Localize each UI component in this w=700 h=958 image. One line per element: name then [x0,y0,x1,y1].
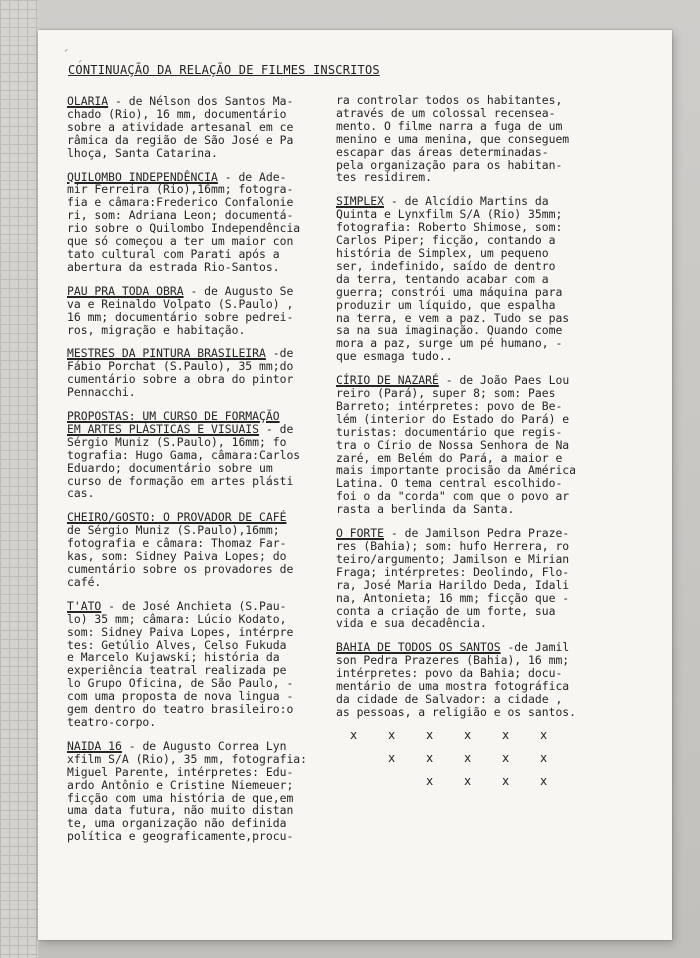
x-mark: x [464,774,472,788]
film-description: - de Jamilson Pedra Praze- res (Bahia); som: hufo Herrera, ro teiro/argumento; Jamilson e Mirian Fraga; intérpretes: Deolindo, Flo- ra, José Maria Harildo Deda, Idali na, Antonieta; 16 mm; ficção que - conta a criação de um forte, sua vida e sua decadência. [336,526,570,631]
x-mark: x [464,751,472,765]
film-entry [336,195,626,363]
x-mark [388,774,426,797]
film-entry [336,374,626,516]
film-description: -de Jamil son Pedra Prazeres (Bahia), 16 mm; intérpretes: povo da Bahia; docu- mentário de uma mostra fotográfica da cidade de Salvador: a cidade , as pessoas, a religião e os santos. [336,640,577,719]
x-mark: x [388,751,396,765]
film-description: ra controlar todos os habitantes, através de um colossal recensea- mento. O filme narra a fuga de um menino e uma menina, que conseguem escapar das áreas determinadas- pela organização para os habitan- tes residirem. [336,93,570,185]
left-column [67,95,355,854]
film-entry [67,511,355,588]
corner-mark: ´ ˏ [62,48,84,62]
x-mark: x [426,728,434,742]
film-description: - de João Paes Lou reiro (Pará), super 8; som: Paes Barreto; intérpretes: povo de Be- lém (interior do Estado do Pará) e turistas: documentário que regis- tra o Círio de Nossa Senhora de Na zaré, em Belém do Pará, a maior e mais importante procisão da América Latina. O tema central escolhido- foi o da "corda" com que o povo ar rasta a berlinda da Santa. [336,373,577,517]
x-mark: x [426,774,434,788]
x-mark: x [350,728,358,742]
x-mark-block [350,728,590,797]
film-title: PROPOSTAS: UM CURSO DE FORMAÇÃO EM ARTES PLÁSTICAS E VISUAIS [67,409,280,436]
film-title: QUILOMBO INDEPENDÊNCIA [67,169,218,184]
film-title: SIMPLEX [336,194,385,209]
film-title: O FORTE [336,526,385,541]
right-column [336,94,626,730]
film-description: de Sérgio Muniz (S.Paulo),16mm; fotografia e câmara: Thomaz Far- kas, som: Sidney Paiva Lopes; do cumentário sobre os provadores de café. [67,523,294,589]
film-entry [67,171,355,274]
film-entry [67,95,355,160]
film-description: - de Sérgio Muniz (S.Paulo), 16mm; fo tografia: Hugo Gama, câmara:Carlos Eduardo; documentário sobre um curso de formação em artes plásti cas. [67,421,301,501]
x-mark: x [502,751,510,765]
film-description: -de Fábio Porchat (S.Paulo), 35 mm;do cumentário sobre a obra do pintor Pennacchi. [67,346,294,400]
film-title: T'ATO [67,598,102,613]
film-entry [336,527,626,630]
film-entry [67,740,355,843]
x-mark [350,751,388,774]
x-mark: x [540,751,548,765]
x-mark: x [426,751,434,765]
film-title: BAHIA DE TODOS OS SANTOS [336,640,501,655]
film-entry [67,347,355,399]
x-mark-row [350,774,590,797]
film-title: PAU PRA TODA OBRA [67,283,184,298]
x-mark: x [502,728,510,742]
film-entry [67,410,355,500]
x-mark: x [540,728,548,742]
film-title: MESTRES DA PINTURA BRASILEIRA [67,346,266,361]
x-mark-row [350,751,590,774]
x-mark: x [540,774,548,788]
x-mark: x [502,774,510,788]
film-entry [336,641,626,718]
film-description: - de Alcídio Martins da Quinta e Lynxfilm S/A (Rio) 35mm; fotografia: Roberto Shimose, som: Carlos Piper; ficção, contando a história de Simplex, um pequeno ser, indefinido, saído de dentro da terra, tentando acabar com a guerra; constrói uma máquina para produzir um líquido, que espalha na terra, e vem a paz. Tudo se pas sa na sua imaginação. Quando come mora a paz, surge um pé humano, - que esmaga tudo.. [336,194,570,364]
film-entry [336,94,626,184]
film-title: CHEIRO/GOSTO: O PROVADOR DE CAFÉ [67,510,287,525]
film-title: CÍRIO DE NAZARÉ [336,373,439,388]
film-entry [67,285,355,337]
grid-paper-edge [0,0,38,958]
film-entry [67,600,355,729]
film-description: - de Nélson dos Santos Ma- chado (Rio), 16 mm, documentário sobre a atividade artesanal em ce râmica da região de São José e Pa lhoça, Santa Catarina. [67,94,294,160]
x-mark [350,774,388,797]
film-description: - de José Anchieta (S.Pau- lo) 35 mm; câmara: Lúcio Kodato, som: Sidney Paiva Lopes, intérpre tes: Getúlio Alves, Celso Fukuda e Marcelo Kujawski; história da experiência teatral realizada pe lo Grupo Oficina, de São Paulo, - com uma proposta de nova lingua - gem dentro do teatro brasileiro:o teatro-corpo. [67,598,294,729]
x-mark: x [464,728,472,742]
film-description: - de Ade- mir Ferreira (Rio),16mm; fotogra- fia e câmara:Frederico Confalonie ri, som: Adriana Leon; documentá- rio sobre o Quilombo Independência que só começou a ter um maior con tato cultural com Parati após a abertura da estrada Rio-Santos. [67,169,301,274]
page-title: CONTINUAÇÃO DA RELAÇÃO DE FILMES INSCRITOS [68,63,380,77]
x-mark-row [350,728,590,751]
film-description: - de Augusto Se va e Reinaldo Volpato (S.Paulo) , 16 mm; documentário sobre pedrei- ros, migração e habitação. [67,283,294,337]
film-description: - de Augusto Correa Lyn xfilm S/A (Rio), 35 mm, fotografia: Miguel Parente, intérpretes: Edu- ardo Antônio e Cristine Niemeuer; ficção com uma história de que,em uma data futura, não muito distan te, uma organização não definida política e geograficamente,procu- [67,738,308,844]
film-title: NAIDA 16 [67,738,122,753]
film-title: OLARIA [67,94,109,108]
x-mark: x [388,728,396,742]
